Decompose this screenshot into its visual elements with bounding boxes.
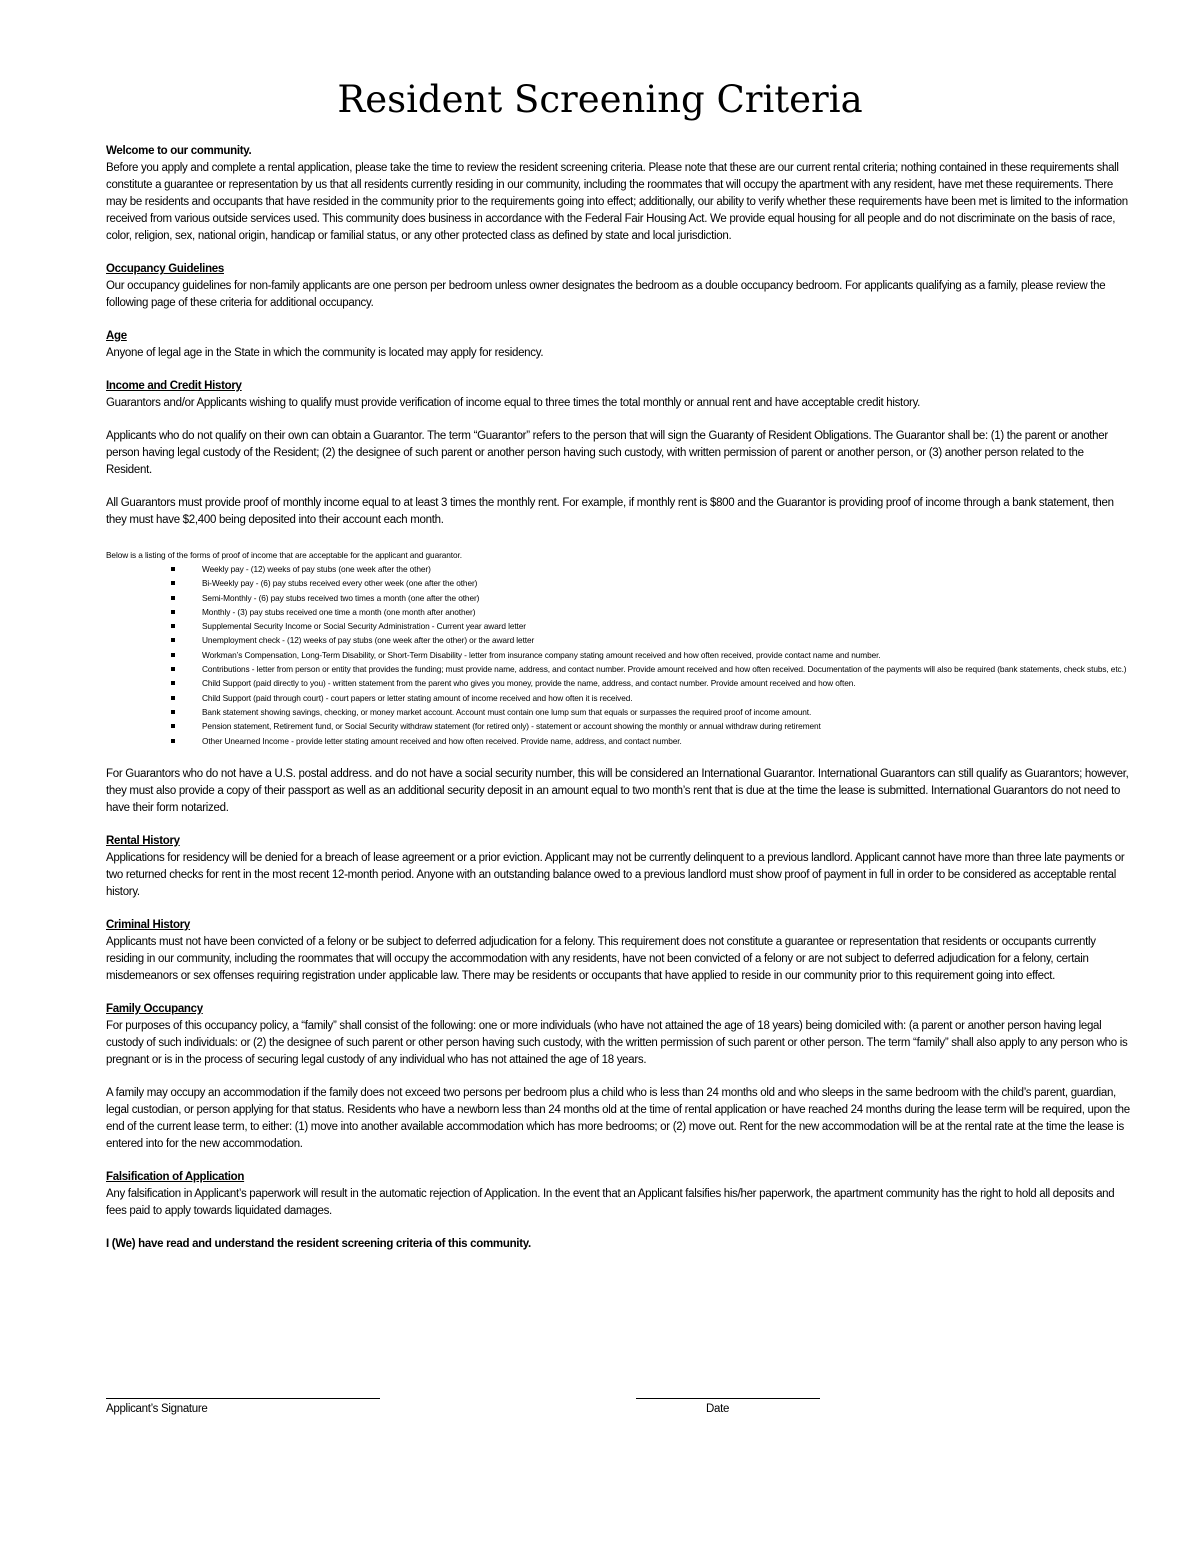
- list-item: Workman’s Compensation, Long-Term Disability, or Short-Term Disability - letter from insurance company stating amount received and how often received, provide contact name and number.: [202, 648, 1130, 662]
- age-paragraph: Anyone of legal age in the State in which the community is located may apply for residency.: [106, 347, 544, 359]
- rental-history-paragraph: Applications for residency will be denied for a breach of lease agreement or a prior eviction. Applicant may not be currently delinquent to a previous landlord. Applicant cannot have more than three late payments or two returned checks for rent in the most recent 12-month period. Anyone with an outstanding balance owed to a previous landlord must show proof of payment in full in order to be considered as acceptable rental history.: [106, 851, 1125, 898]
- occupancy-heading: Occupancy Guidelines: [106, 263, 224, 275]
- falsification-paragraph: Any falsification in Applicant’s paperwork will result in the automatic rejection of Application. In the event that an Applicant falsifies his/her paperwork, the apartment community has the right to hold all deposits and fees paid to apply towards liquidated damages.: [106, 1187, 1115, 1217]
- income-paragraph-2: Applicants who do not qualify on their own can obtain a Guarantor. The term “Guarantor” refers to the person that will sign the Guaranty of Resident Obligations. The Guarantor shall be: (1) the parent or another person having legal custody of the Resident; (2) the designee of such parent or another person having such custody, with written permission of parent or another person, or (3) another person related to the Resident.: [106, 430, 1108, 476]
- signature-label: Applicant’s Signature: [106, 1403, 208, 1415]
- age-heading: Age: [106, 330, 127, 342]
- acknowledgement-text: I (We) have read and understand the resident screening criteria of this community.: [106, 1237, 531, 1250]
- list-item: Weekly pay - (12) weeks of pay stubs (one week after the other): [202, 562, 1130, 576]
- list-item: Pension statement, Retirement fund, or Social Security withdraw statement (for retired only) - statement or account showing the monthly or annual withdraw during retirement: [202, 719, 1130, 733]
- rental-history-heading: Rental History: [106, 834, 180, 847]
- income-proof-list: [106, 562, 1130, 748]
- list-item: Other Unearned Income - provide letter stating amount received and how often received. Provide name, address, and contact number.: [202, 734, 1130, 748]
- occupancy-paragraph: Our occupancy guidelines for non-family applicants are one person per bedroom unless owner designates the bedroom as a double occupancy bedroom. For applicants qualifying as a family, please review the following page of these criteria for additional occupancy.: [106, 280, 1106, 309]
- falsification-heading: Falsification of Application: [106, 1170, 245, 1183]
- international-guarantor-paragraph: For Guarantors who do not have a U.S. postal address. and do not have a social security number, this will be considered an International Guarantor. International Guarantors can still qualify as Guarantors; however, they must also provide a copy of their passport as well as an additional security deposit in an amount equal to two month’s rent that is due at the time the lease is submitted. International Guarantors do not need to have their form notarized.: [106, 767, 1129, 814]
- date-label: Date: [706, 1403, 730, 1415]
- date-line[interactable]: [636, 1398, 820, 1399]
- list-item: Semi-Monthly - (6) pay stubs received two times a month (one after the other): [202, 591, 1130, 605]
- list-item: Contributions - letter from person or entity that provides the funding; must provide name, address, and contact number. Provide amount received and how often received. Documentation of the payments will also be required (bank statements, check stubs, etc.): [202, 662, 1130, 676]
- document-body: [106, 143, 1130, 1253]
- welcome-text: Welcome to our community.: [106, 145, 252, 157]
- list-item: Child Support (paid directly to you) - written statement from the parent who gives you money, provide the name, address, and contact number. Provide amount received and how often.: [202, 676, 1130, 690]
- family-occupancy-paragraph-1: For purposes of this occupancy policy, a “family” shall consist of the following: one or more individuals (who have not attained the age of 18 years) being domiciled with: (a parent or another person having legal custody of such individuals: or (2) the designee of such parent or other person having such custody, with the written permission of such parent or other person. The term “family” shall also apply to any person who is pregnant or is in the process of securing legal custody of any individual who has not attained the age of 18 years.: [106, 1019, 1128, 1066]
- list-item: Supplemental Security Income or Social Security Administration - Current year award letter: [202, 619, 1130, 633]
- list-item: Bi-Weekly pay - (6) pay stubs received every other week (one after the other): [202, 576, 1130, 590]
- signature-line[interactable]: [106, 1398, 380, 1399]
- income-paragraph-3: All Guarantors must provide proof of monthly income equal to at least 3 times the monthly rent. For example, if monthly rent is $800 and the Guarantor is providing proof of income through a bank statement, then they must have $2,400 being deposited into their account each month.: [106, 497, 1114, 526]
- income-list-intro: Below is a listing of the forms of proof of income that are acceptable for the applicant and guarantor.: [106, 550, 462, 560]
- family-occupancy-paragraph-2: A family may occupy an accommodation if the family does not exceed two persons per bedroom plus a child who is less than 24 months old and who sleeps in the same bedroom with the child’s parent, guardian, legal custodian, or person applying for that status. Residents who have a newborn less than 24 months old at the time of rental application or have reached 24 months during the lease term will be required, upon the end of the current lease term, to either: (1) move into another available accommodation which has more bedrooms; or (2) move out. Rent for the new accommodation will be at the rental rate at the time the lease is entered into for the new accommodation.: [106, 1086, 1130, 1150]
- list-item: Bank statement showing savings, checking, or money market account. Account must contain one lump sum that equals or surpasses the required proof of income amount.: [202, 705, 1130, 719]
- list-item: Monthly - (3) pay stubs received one time a month (one month after another): [202, 605, 1130, 619]
- income-heading: Income and Credit History: [106, 380, 242, 392]
- list-item: Unemployment check - (12) weeks of pay stubs (one week after the other) or the award letter: [202, 633, 1130, 647]
- intro-paragraph: Before you apply and complete a rental application, please take the time to review the resident screening criteria. Please note that these are our current rental criteria; nothing contained in these requirements shall constitute a guarantee or representation by us that all residents currently residing in our community, including the roommates that will occupy the apartment with any resident, have met these requirements. There may be residents and occupants that have resided in the community prior to the requirements going into effect; additionally, our ability to verify whether these requirements have been met is limited to the information received from various outside services used. This community does business in accordance with the Federal Fair Housing Act. We provide equal housing for all people and do not discriminate on the basis of race, color, religion, sex, national origin, handicap or familial status, or any other protected class as defined by state and local jurisdiction.: [106, 162, 1128, 242]
- family-occupancy-heading: Family Occupancy: [106, 1002, 203, 1015]
- page-title: Resident Screening Criteria: [337, 78, 863, 121]
- income-paragraph-1: Guarantors and/or Applicants wishing to qualify must provide verification of income equal to three times the total monthly or annual rent and have acceptable credit history.: [106, 397, 921, 409]
- criminal-history-heading: Criminal History: [106, 918, 191, 931]
- criminal-history-paragraph: Applicants must not have been convicted of a felony or be subject to deferred adjudication for a felony. This requirement does not constitute a guarantee or representation that residents or occupants currently residing in our community, including the roommates that will occupy the accommodation with any residents, have not been convicted of a felony or are not subject to deferred adjudication for a felony, certain misdemeanors or sex offenses requiring registration under applicable law. There may be residents or occupants that have applied to reside in our community prior to this requirement going into effect.: [106, 935, 1096, 982]
- list-item: Child Support (paid through court) - court papers or letter stating amount of income received and how often it is received.: [202, 691, 1130, 705]
